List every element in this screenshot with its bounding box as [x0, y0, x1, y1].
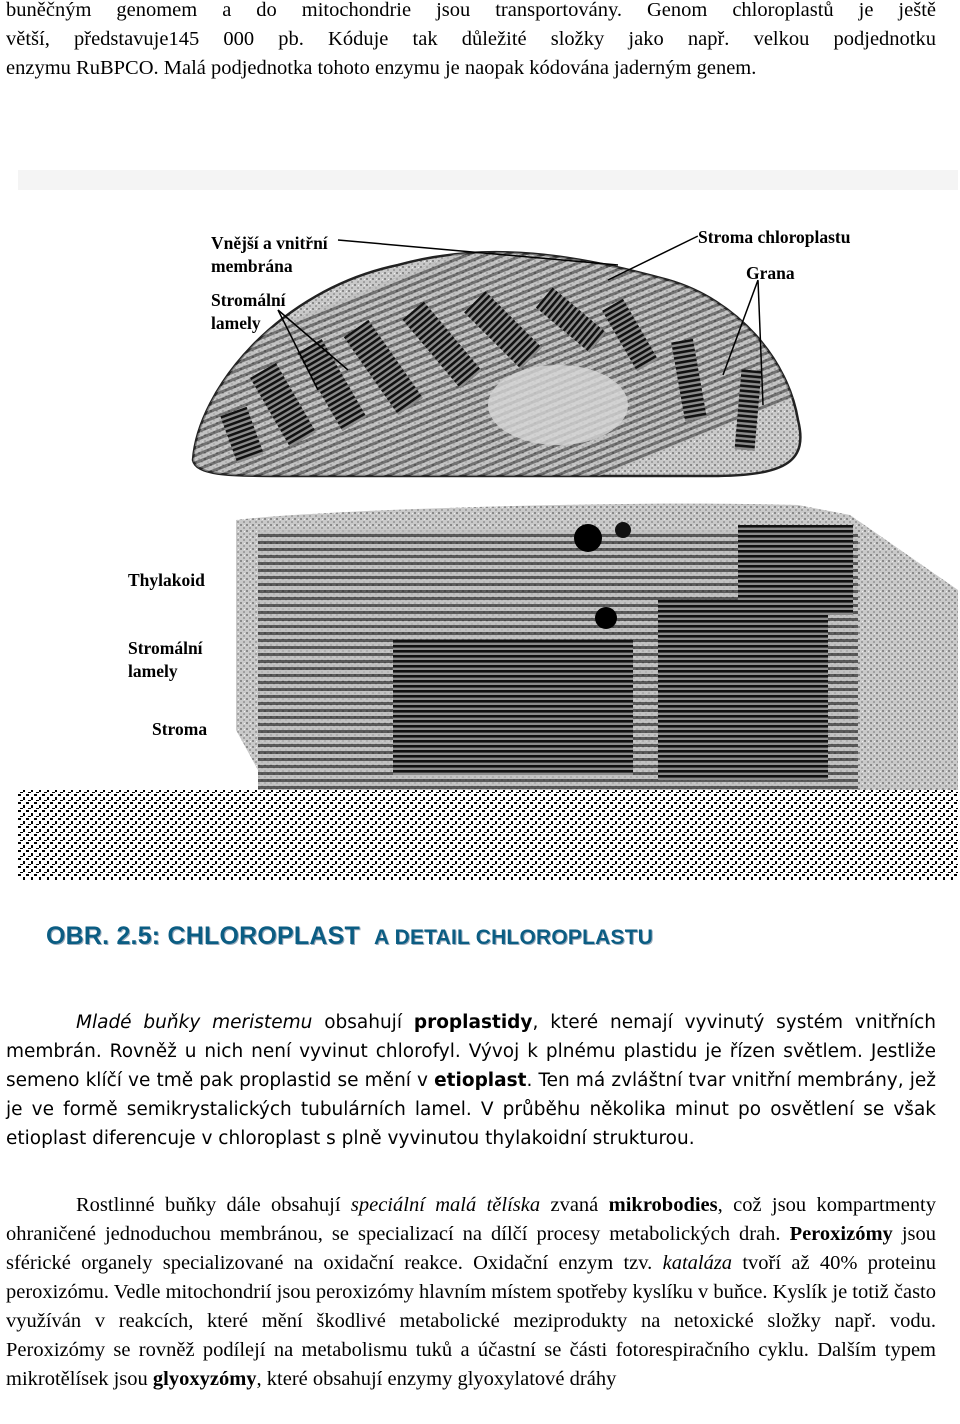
- paragraph-2-run-a: Rostlinné buňky dále obsahují: [76, 1194, 351, 1216]
- mikrobodies-bold: mikrobodies: [608, 1194, 718, 1216]
- paragraph-1-text: [6, 1008, 936, 1153]
- label-chloroplast-stroma: Stroma chloroplastu: [698, 227, 851, 247]
- figure-caption-main: OBR. 2.5: CHLOROPLAST: [46, 922, 360, 950]
- paragraph-2-run-f: , které obsahují enzymy glyoxylatové dráhy: [256, 1368, 617, 1390]
- top-paragraph-line-1: buněčným genomem a do mitochondrie jsou transportovány. Genom chloroplastů je ještě: [6, 0, 936, 21]
- figure-caption: [46, 922, 653, 951]
- chloroplast-detail-micrograph: [18, 504, 958, 880]
- proplastidy-bold: proplastidy: [413, 1012, 533, 1033]
- chloroplast-figure: [18, 170, 958, 882]
- paragraph-1-run-a: obsahují: [312, 1012, 414, 1033]
- paragraph-2-run-c: , což jsou kompartmenty ohraničené jednoduchou membránou, se specializací na dílčí procesy metabolických drah.: [6, 1194, 936, 1245]
- top-paragraph: [6, 0, 936, 83]
- top-paragraph-line-2: větší, představuje145 000 pb. Kóduje tak důležité složky jako např. velkou podjednotku: [6, 28, 936, 50]
- label-stromal-lamellae-top-1: Stromální: [211, 290, 286, 310]
- paragraph-microbodies: [6, 1191, 936, 1394]
- label-grana: Grana: [746, 263, 795, 283]
- figure-top-edge: [18, 170, 958, 190]
- glyoxyzomy-bold: glyoxyzómy: [152, 1368, 257, 1390]
- label-stromal-lamellae-bottom-1: Stromální: [128, 638, 203, 658]
- paragraph-2-run-e: tvoří až 40% proteinu peroxizómu. Vedle mitochondrií jsou peroxizómy hlavním místem spotřeby kyslíku v buňce. Kyslík je totiž často využíván v reakcích, které mění škodlivé metabolické meziprodukty na netoxické složky např. vodu. Peroxizómy se rovněž podílejí na metabolismu tuků a účastní se části fotorespiračního cyklu. Dalším typem mikrotělísek jsou: [6, 1252, 937, 1390]
- small-bodies-italic: speciální malá tělíska: [350, 1194, 541, 1216]
- peroxizomy-bold: Peroxizómy: [789, 1223, 893, 1245]
- paragraph-2-run-b: zvaná: [540, 1194, 609, 1216]
- label-stroma: Stroma: [152, 719, 208, 739]
- paragraph-1-run-b: , které nemají vyvinutý systém vnitřních membrán. Rovněž u nich není vyvinut chlorofyl. Vývoj k plnému plastidu je řízen světlem. Jestliže semeno klíčí ve tmě pak proplastid se mění v: [6, 1012, 936, 1091]
- label-outer-inner-membrane-2: membrána: [211, 256, 293, 276]
- paragraph-1-run-c: . Ten má zvláštní tvar vnitřní membrány, jež je ve formě semikrystalických tubulárních lamel. V průběhu několika minut po osvětlení se však etioplast diferencuje v chloroplast s plně vyvinutou thylakoidní strukturou.: [6, 1070, 936, 1149]
- paragraph-proplastids: [6, 1008, 936, 1153]
- figure-caption-sub: A DETAIL CHLOROPLASTU: [373, 926, 654, 949]
- paragraph-2-run-d: jsou sférické organely specializované na oxidační reakce. Oxidační enzym tzv.: [6, 1223, 936, 1274]
- label-outer-inner-membrane-1: Vnější a vnitřní: [211, 233, 328, 253]
- label-thylakoid: Thylakoid: [128, 570, 205, 590]
- label-stromal-lamellae-top-2: lamely: [211, 313, 261, 333]
- top-paragraph-line-3: enzymu RuBPCO. Malá podjednotka tohoto enzymu je naopak kódována jaderným genem.: [6, 57, 757, 79]
- scan-artifact-strip: [18, 790, 958, 880]
- etioplast-bold: etioplast: [434, 1070, 527, 1091]
- katalaza-italic: kataláza: [662, 1252, 733, 1274]
- label-stromal-lamellae-bottom-2: lamely: [128, 661, 178, 681]
- chloroplast-micrograph: [18, 170, 958, 882]
- meristem-italic: Mladé buňky meristemu: [76, 1012, 313, 1033]
- paragraph-2-text: [6, 1191, 936, 1394]
